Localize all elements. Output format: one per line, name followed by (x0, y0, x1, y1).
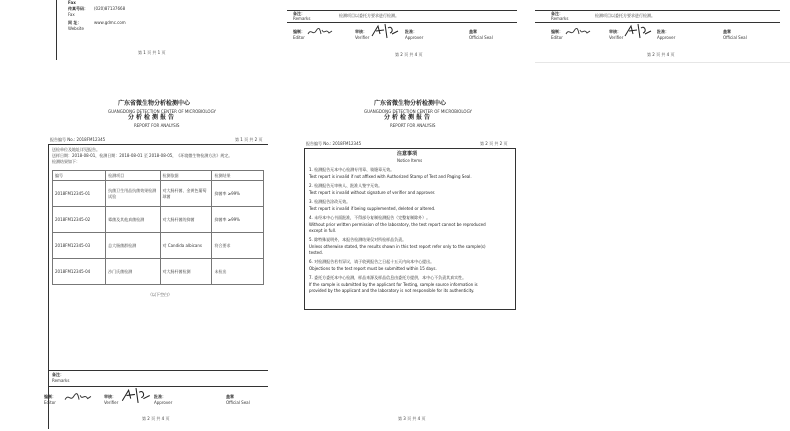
editor-signature-icon (565, 26, 591, 38)
remarks-bottom-rule (48, 386, 268, 387)
verifier-label-en: Verifier (355, 35, 370, 40)
editor-signature-icon (307, 26, 333, 38)
verifier-signature-icon (370, 22, 400, 40)
remarks-value: 检测项目以委托方要求进行检测。 (595, 13, 655, 18)
editor-label-en: Editor (551, 35, 563, 40)
org-name-en: GUANGDONG DETECTION CENTER OF MICROBIOLOGY (364, 109, 472, 114)
table-cell: 对 Candida albicans (160, 233, 212, 259)
notice-item: Test report is invalid if not affixed with Authorized Stamp of Test and Paging Seal. (309, 174, 472, 179)
table-header-row (53, 171, 264, 181)
seal-label: 盖章 (723, 29, 731, 34)
seal-label: 盖章 (469, 29, 477, 34)
org-name-en: GUANGDONG DETECTION CENTER OF MICROBIOLOGY (108, 109, 216, 114)
verifier-label-en: Verifier (609, 35, 624, 40)
editor-label-en: Editor (293, 35, 305, 40)
org-name: 广东省微生物分析检测中心 (374, 100, 447, 107)
verifier-label: 审核： (104, 394, 116, 399)
page-top-mid (285, 0, 520, 62)
frame-top-rule (48, 144, 268, 145)
table-footer: （以下空白） (148, 292, 172, 297)
editor-signature-icon (64, 391, 92, 404)
table-row (53, 181, 264, 207)
remarks-top-rule (287, 10, 517, 11)
notice-item: 2. 检测报告无审核人、批准人签字无效。 (309, 183, 383, 188)
table-row (53, 259, 264, 285)
approver-label-en: Approver (405, 35, 424, 40)
notice-item: Without prior written permission of the laboratory, the test report cannot be reproduced (309, 222, 486, 227)
remarks-label: 备注： (551, 11, 563, 16)
contact-label: Website (68, 26, 84, 31)
table-cell: 2018FM12345-02 (53, 207, 106, 233)
table-cell: 2018FM12345-01 (53, 181, 106, 207)
report-title-en: REPORT FOR ANALYSIS (134, 123, 180, 128)
remarks-top-rule (535, 10, 780, 11)
table-cell: 符合要求 (212, 233, 264, 259)
website-value: www.gdmc.com (94, 20, 126, 25)
table-cell: 抑菌率 ≥99% (212, 181, 264, 207)
report-number: 报告编号 No.: 2018FM12345 (306, 141, 362, 146)
notice-item: Unless otherwise stated, the results shown in this test report refer only to the sample(s) (309, 244, 486, 249)
verifier-signature-icon (623, 22, 653, 40)
editor-label: 编制： (293, 29, 305, 34)
approver-label-en: Approver (154, 400, 173, 405)
table-row (53, 233, 264, 259)
table-header: 检测依据 (160, 171, 212, 181)
notice-item: Objections to the test report must be submitted within 15 days. (309, 266, 437, 271)
remarks-top-rule (48, 370, 268, 371)
contact-label: Fax (68, 0, 76, 5)
table-cell: 抑菌率 ≥99% (212, 207, 264, 233)
table-cell: 2018FM12345-03 (53, 233, 106, 259)
notice-item: 3. 检测报告涂改无效。 (309, 199, 351, 204)
report-title-en: REPORT FOR ANALYSIS (390, 123, 436, 128)
notice-item: provided by the applicant and the laboratory is not responsible for its authenticity. (309, 288, 475, 293)
approver-label: 批准： (154, 394, 166, 399)
table-cell: 2018FM12345-04 (53, 259, 106, 285)
fax-value: (020)87137668 (94, 6, 126, 11)
remarks-label: 备注： (293, 11, 305, 16)
table-cell: 对大肠杆菌、金黄色葡萄球菌 (160, 181, 212, 207)
table-cell: 未检出 (212, 259, 264, 285)
notice-title-en: Notice Items (397, 158, 423, 163)
remarks-bottom-rule (535, 22, 780, 23)
editor-label-en: Editor (44, 400, 56, 405)
notice-item: tested. (309, 250, 323, 255)
remarks-label-en: Remarks (52, 378, 70, 383)
remarks-bottom-rule (287, 22, 517, 23)
notice-item: 1. 检测报告无本中心检测专用章、骑缝章无效。 (309, 167, 395, 172)
page-number: 第 1 页 共 1 页 (138, 50, 166, 55)
notice-item: 5. 除特殊说明外，本报告检测结果仅对所检样品负责。 (309, 237, 407, 242)
page-of: 第 2 页 共 2 页 (480, 141, 508, 146)
report-number: 报告编号 No.: 2018FM12345 (50, 137, 106, 142)
approver-label-en: Approver (657, 35, 676, 40)
page-top-right (535, 0, 790, 63)
notice-item: 4. 未经本中心书面批准，不得部分复制检测报告（完整复制除外）。 (309, 215, 431, 220)
page-number: 第 3 页 共 4 页 (398, 416, 426, 421)
intro-line: 检测结果如下： (52, 159, 80, 164)
page-top-left (0, 0, 265, 60)
notice-title: 注意事项 (397, 151, 418, 157)
org-name: 广东省微生物分析检测中心 (118, 100, 191, 107)
table-header: 检测结果 (212, 171, 264, 181)
report-title: 分析检测报告 (384, 114, 433, 121)
editor-label: 编制： (44, 394, 56, 399)
table-cell: 沙门氏菌检测 (106, 259, 160, 285)
report-title: 分析检测报告 (128, 114, 177, 121)
intro-line: 送样日期：2018-08-01，检测日期：2018-08-01 至 2018-08-05，《环境微生物检测方法》规定。 (52, 153, 233, 158)
page-number: 第 2 页 共 4 页 (647, 52, 675, 57)
table-header: 检测项目 (106, 171, 160, 181)
contact-label: Fax (68, 12, 75, 17)
seal-label: 盖章 (226, 394, 234, 399)
seal-label-en: Official Seal (469, 35, 493, 40)
verifier-signature-icon (120, 386, 152, 405)
page-number: 第 2 页 共 4 页 (142, 416, 170, 421)
report-page-notice (290, 94, 530, 431)
remarks-label-en: Remarks (293, 16, 311, 21)
table-cell: 霉菌及其他真菌检测 (106, 207, 160, 233)
notice-item: If the sample is submitted by the applicant for Testing, sample source information is (309, 282, 478, 287)
table-header: 编号 (53, 171, 106, 181)
seal-label-en: Official Seal (723, 35, 747, 40)
page-number: 第 2 页 共 4 页 (395, 52, 423, 57)
remarks-label-en: Remarks (551, 16, 569, 21)
notice-item: Test report is invalid if being supplemented, deleted or altered. (309, 206, 436, 211)
verifier-label: 审核： (609, 29, 621, 34)
table-cell: 抗菌卫生用品抗菌效果检测试验 (106, 181, 160, 207)
verifier-label: 审核： (355, 29, 367, 34)
seal-label-en: Official Seal (226, 400, 250, 405)
remarks-value: 检测项目以委托方要求进行检测。 (339, 13, 399, 18)
notice-item: 6. 对检测报告若有异议，请于收到报告之日起十五天内向本中心提出。 (309, 259, 435, 264)
notice-list (309, 167, 513, 307)
contact-label: 传真号码： (68, 6, 88, 11)
approver-label: 批准： (405, 29, 417, 34)
report-page-results (30, 94, 270, 431)
page-of: 第 1 页 共 2 页 (235, 137, 263, 142)
table-cell: 总大肠菌群检测 (106, 233, 160, 259)
page-margin-rule (56, 0, 57, 60)
notice-item: except in full. (309, 228, 337, 233)
table-cell: 对大肠杆菌检测 (160, 259, 212, 285)
table-row (53, 207, 264, 233)
notice-item: 7. 委托方委托本中心检测，样品来源及样品信息由委托方提供，本中心不负责其真实性。 (309, 275, 467, 280)
results-table (52, 170, 264, 285)
table-cell: 对大肠杆菌的抑菌 (160, 207, 212, 233)
editor-label: 编制： (551, 29, 563, 34)
verifier-label-en: Verifier (104, 400, 119, 405)
intro-line: 送检单位及地址详见报告。 (52, 147, 100, 152)
notice-box (304, 148, 516, 310)
remarks-label: 备注： (52, 372, 64, 377)
notice-item: Test report is invalid without signature of verifier and approver. (309, 190, 436, 195)
contact-label: 网 址： (68, 20, 82, 25)
approver-label: 批准： (657, 29, 669, 34)
